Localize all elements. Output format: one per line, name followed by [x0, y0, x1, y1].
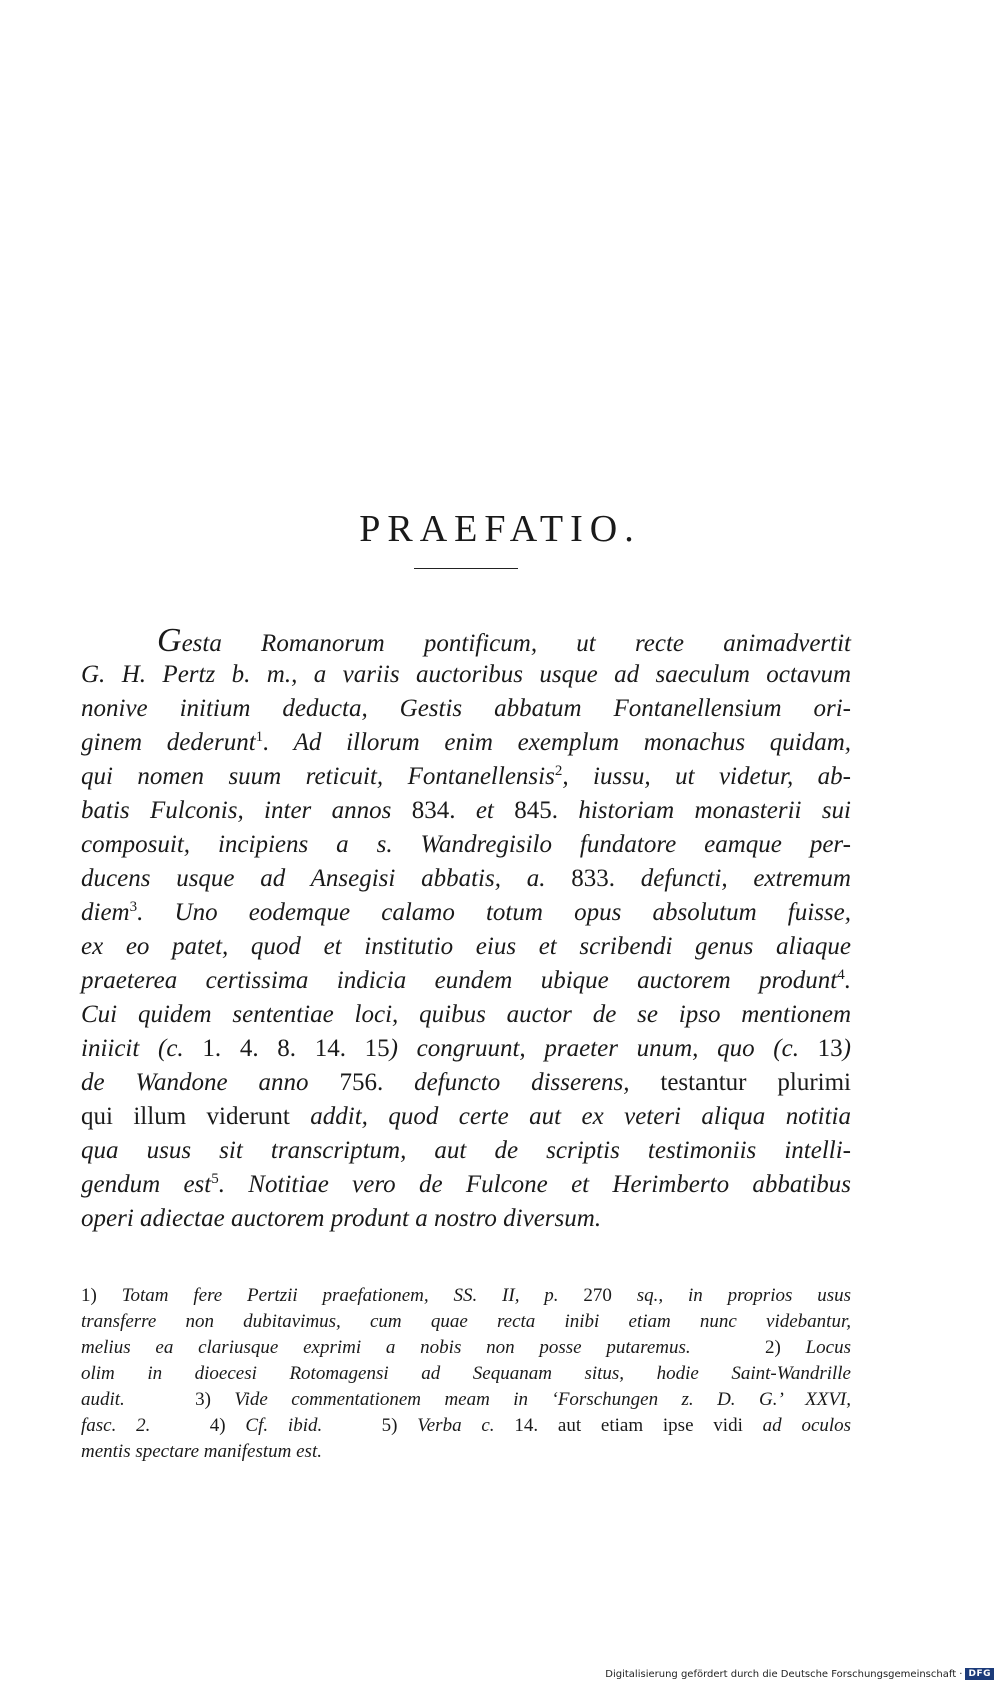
footnote-line — [81, 1387, 851, 1413]
footnote-ref: 1 — [255, 729, 264, 745]
footnote-text: audit. — [81, 1389, 125, 1410]
footnote-number: 3) — [195, 1389, 235, 1410]
year-number: 833. — [571, 865, 616, 892]
footnote-text: Totam fere Pertzii praefationem, SS. II, p. — [121, 1285, 584, 1306]
page-title: PRAEFATIO. — [359, 508, 641, 551]
footnote-text: Cf. ibid. — [245, 1415, 323, 1436]
body-line: G. H. Pertz b. m., a variis auctoribus usque ad saeculum octavum — [81, 661, 851, 688]
footnote-line: transferre non dubitavimus, cum quae recta inibi etiam nunc videbantur, — [81, 1311, 851, 1332]
body-line: Cui quidem sententiae loci, quibus auctor de se ipso mentionem — [81, 1001, 851, 1028]
body-text: gendum est — [81, 1171, 212, 1198]
footnote-number: 5) — [381, 1415, 418, 1436]
dfg-logo-icon: DFG — [965, 1668, 994, 1680]
body-text: de Wandone anno — [81, 1069, 340, 1096]
body-line — [81, 896, 851, 930]
body-line — [81, 1066, 851, 1100]
body-text: . Uno eodemque calamo totum opus absolutum fuisse, — [137, 899, 851, 926]
footnote-number: 1) — [81, 1285, 122, 1306]
year-number: 756. — [339, 1069, 384, 1096]
body-text: defuncti, extremum — [615, 865, 851, 892]
footnote-text: fasc. 2. — [81, 1415, 151, 1436]
footnote-ref: 3 — [129, 899, 138, 915]
year-number: 834. — [411, 797, 456, 824]
credit-text: Digitalisierung gefördert durch die Deutsche Forschungsgemeinschaft · — [605, 1668, 963, 1680]
body-line — [81, 1100, 851, 1134]
body-text: addit, quod certe aut ex veteri aliqua notitia — [289, 1103, 852, 1130]
footnote-text: sq., in proprios usus — [611, 1285, 852, 1306]
body-text: qui nomen suum reticuit, Fontanellensis — [81, 763, 555, 790]
body-line — [81, 624, 851, 658]
year-number: 845. — [514, 797, 558, 824]
body-text: ) congruunt, praeter unum, quo (c. — [389, 1035, 818, 1062]
footnote-line: mentis spectare manifestum est. — [81, 1441, 322, 1462]
body-line — [81, 794, 851, 828]
footnote-text: Vide commentationem meam in ‘Forschungen z. D. G.’ XXVI, — [234, 1389, 852, 1410]
body-text: . Ad illorum enim exemplum monachus quidam, — [263, 729, 851, 756]
chapter-numbers: 13 — [817, 1035, 843, 1062]
body-text: et — [455, 797, 515, 824]
footnote-text: Locus — [805, 1337, 852, 1358]
quoted-text: aut etiam ipse vidi — [538, 1415, 743, 1436]
footnote-line: olim in dioecesi Rotomagensi ad Sequanam situs, hodie Saint-Wandrille — [81, 1363, 851, 1384]
body-text: praeterea certissima indicia eundem ubique auctorem produnt — [81, 967, 838, 994]
body-text: historiam monasterii sui — [557, 797, 851, 824]
footnote-line — [81, 1413, 851, 1439]
body-text: . — [844, 967, 851, 994]
body-line: qua usus sit transcriptum, aut de scriptis testimoniis intelli- — [81, 1137, 851, 1164]
body-line — [81, 1032, 851, 1066]
body-text: esta Romanorum pontificum, ut recte animadvertit — [181, 630, 851, 657]
body-text: , iussu, ut videtur, ab- — [562, 763, 851, 790]
footnote-number: 4) — [209, 1415, 246, 1436]
body-line: composuit, incipiens a s. Wandregisilo fundatore eamque per- — [81, 831, 851, 858]
body-line: operi adiectae auctorem produnt a nostro diversum. — [81, 1205, 602, 1232]
footnote-ref: 4 — [837, 967, 845, 983]
footnote-text: ad oculos — [742, 1415, 852, 1436]
chapter-numbers: 1. 4. 8. 14. 15 — [202, 1035, 390, 1062]
footnotes — [81, 1283, 851, 1465]
preface-body — [81, 624, 851, 1236]
quoted-text: testantur plurimi — [660, 1069, 851, 1096]
footnote-text: Verba c. — [417, 1415, 515, 1436]
page-number: 270 — [583, 1285, 612, 1306]
footnote-text: melius ea clariusque exprimi a nobis non posse putaremus. — [81, 1337, 691, 1358]
body-line: ex eo patet, quod et institutio eius et scribendi genus aliaque — [81, 933, 851, 960]
body-text: ginem dederunt — [81, 729, 256, 756]
title-rule — [414, 568, 518, 569]
footnote-ref: 5 — [211, 1171, 219, 1187]
body-text: diem — [81, 899, 130, 926]
body-text: ducens usque ad Ansegisi abbatis, a. — [81, 865, 572, 892]
body-text: iniicit (c. — [81, 1035, 203, 1062]
quoted-text: qui illum viderunt — [81, 1103, 290, 1130]
body-text: . Notitiae vero de Fulcone et Herimberto abbatibus — [218, 1171, 851, 1198]
body-line — [81, 1168, 851, 1202]
body-text: ) — [842, 1035, 851, 1062]
chapter-number: 14. — [514, 1415, 539, 1436]
body-text: batis Fulconis, inter annos — [81, 797, 412, 824]
footnote-ref: 2 — [554, 763, 563, 779]
drop-initial: G — [157, 622, 182, 659]
digitization-credit — [605, 1668, 994, 1680]
body-text: defuncto disserens, — [383, 1069, 661, 1096]
footnote-number: 2) — [765, 1337, 806, 1358]
body-line — [81, 760, 851, 794]
footnote-line — [81, 1335, 851, 1361]
body-line — [81, 862, 851, 896]
body-line: nonive initium deducta, Gestis abbatum Fontanellensium ori- — [81, 695, 851, 722]
body-line — [81, 726, 851, 760]
footnote-line — [81, 1283, 851, 1309]
body-line — [81, 964, 851, 998]
